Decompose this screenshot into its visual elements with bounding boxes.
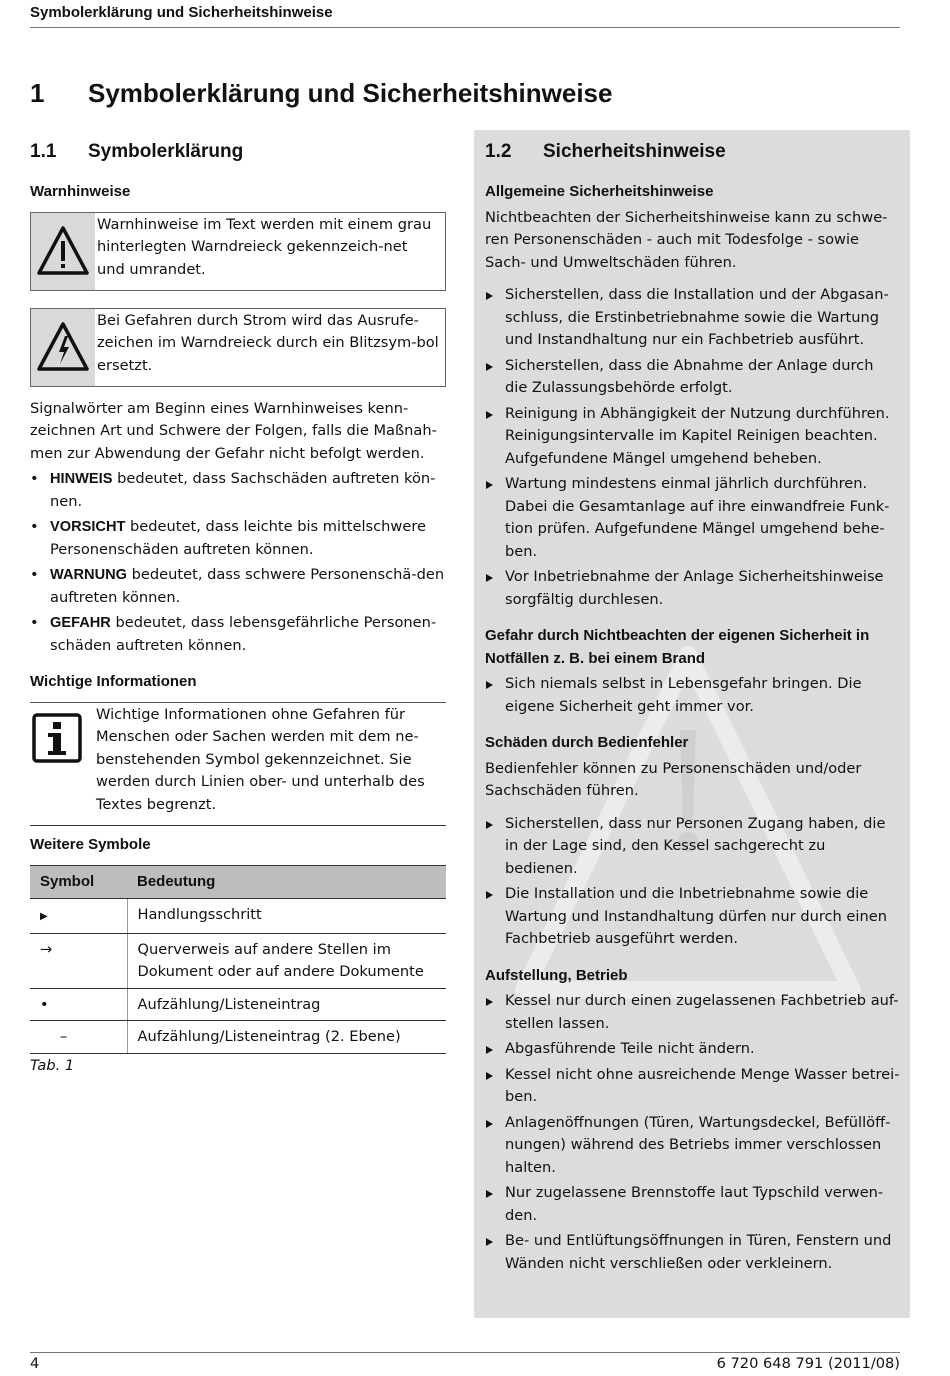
section-number: 1.2 xyxy=(485,141,512,162)
chapter-title-text: Symbolerklärung und Sicherheitshinweise xyxy=(88,78,613,108)
warning-note-box xyxy=(30,212,446,291)
page-number: 4 xyxy=(30,1355,40,1372)
table-row xyxy=(30,1021,446,1054)
warn-heading: Warnhinweise xyxy=(30,183,131,200)
info-note-box xyxy=(30,702,446,826)
list-item: Abgasführende Teile nicht ändern. xyxy=(485,1038,900,1061)
footer-rule xyxy=(30,1352,900,1353)
group-heading: Aufstellung, Betrieb xyxy=(485,966,628,984)
action-step-icon xyxy=(486,1120,493,1128)
action-step-icon xyxy=(486,363,493,371)
action-step-icon xyxy=(486,481,493,489)
list-item: Reinigung in Abhängigkeit der Nutzung durchführen. Reinigungsintervalle im Kapitel Reinigen beachten. Aufgefundene Mängel umgehend beheben. xyxy=(485,403,900,471)
list-item: Die Installation und die Inbetriebnahme sowie die Wartung und Instandhaltung dürfen nur durch einen Fachbetrieb ausgeführt werden. xyxy=(485,883,900,951)
action-step-icon xyxy=(486,411,493,419)
list-item: • VORSICHT bedeutet, dass leichte bis mittelschwere Personenschäden auftreten können. xyxy=(30,518,426,558)
chapter-title xyxy=(30,78,612,109)
table-cell: Aufzählung/Listeneintrag (2. Ebene) xyxy=(127,1021,446,1054)
table-header-symbol: Symbol xyxy=(30,866,127,899)
table-row xyxy=(30,933,446,988)
left-column xyxy=(30,140,446,1077)
info-heading: Wichtige Informationen xyxy=(30,673,197,690)
action-step-icon xyxy=(486,574,493,582)
list-item: Sicherstellen, dass die Abnahme der Anlage durch die Zulassungsbehörde erfolgt. xyxy=(485,355,900,400)
action-step-icon xyxy=(486,1238,493,1246)
info-note-text: Wichtige Informationen ohne Gefahren für Menschen oder Sachen werden mit dem ne-benstehenden Symbol gekennzeichnet. Sie werden durch Linien ober- und unterhalb des Textes begrenzt. xyxy=(96,705,425,813)
list-item: Anlagenöffnungen (Türen, Wartungsdeckel, Befüllöff-nungen) während des Betriebs immer verschlossen halten. xyxy=(485,1112,900,1180)
step-list xyxy=(485,284,900,611)
group-intro: Nichtbeachten der Sicherheitshinweise kann zu schwe-ren Personenschäden - auch mit Todesfolge - sowie Sach- und Umweltschäden führen. xyxy=(485,208,888,271)
info-icon xyxy=(32,713,82,763)
cross-reference-arrow-icon: → xyxy=(30,933,127,988)
step-list xyxy=(485,673,900,718)
electric-note-text: Bei Gefahren durch Strom wird das Ausrufe-zeichen im Warndreieck durch ein Blitzsym-bol ersetzt. xyxy=(97,311,439,374)
electric-hazard-icon xyxy=(35,320,91,374)
more-symbols-heading: Weitere Symbole xyxy=(30,835,151,853)
section-title-text: Symbolerklärung xyxy=(88,141,244,162)
list-item: Sicherstellen, dass nur Personen Zugang haben, die in der Lage sind, den Kessel sachgerecht zu bedienen. xyxy=(485,813,900,881)
right-column xyxy=(485,140,900,1275)
symbol-table xyxy=(30,865,446,1054)
section-title-symbols xyxy=(30,140,446,164)
section-number: 1.1 xyxy=(30,141,57,162)
header-rule xyxy=(30,27,900,28)
signal-word-list xyxy=(30,468,446,657)
chapter-number: 1 xyxy=(30,78,45,108)
group-heading: Allgemeine Sicherheitshinweise xyxy=(485,183,714,200)
step-list xyxy=(485,813,900,951)
warning-triangle-icon xyxy=(35,224,91,278)
table-cell: Handlungsschritt xyxy=(127,899,446,934)
section-title-text: Sicherheitshinweise xyxy=(543,141,726,162)
action-step-icon xyxy=(486,681,493,689)
table-header-meaning: Bedeutung xyxy=(127,866,446,899)
running-header: Symbolerklärung und Sicherheitshinweise xyxy=(30,4,333,21)
section-title-safety xyxy=(485,140,900,164)
list-item: Be- und Entlüftungsöffnungen in Türen, Fenstern und Wänden nicht verschließen oder verkleinern. xyxy=(485,1230,900,1275)
table-caption: Tab. 1 xyxy=(30,1056,75,1074)
action-step-icon xyxy=(486,821,493,829)
table-header-row xyxy=(30,866,446,899)
signal-words-paragraph: Signalwörter am Beginn eines Warnhinweises kenn-zeichnen Art und Schwere der Folgen, falls die Maßnah-men zur Abwendung der Gefahr nicht befolgt werden. xyxy=(30,399,437,462)
warning-note-text: Warnhinweise im Text werden mit einem grau hinterlegten Warndreieck gekennzeich-net und umrandet. xyxy=(97,215,432,278)
action-step-icon xyxy=(486,891,493,899)
list-item: Kessel nur durch einen zugelassenen Fachbetrieb auf-stellen lassen. xyxy=(485,990,900,1035)
action-step-icon xyxy=(486,292,493,300)
action-step-icon xyxy=(486,998,493,1006)
electric-note-box xyxy=(30,308,446,387)
table-cell: Querverweis auf andere Stellen im Dokument oder auf andere Dokumente xyxy=(127,933,446,988)
dash-icon: – xyxy=(30,1021,127,1054)
list-item: Sich niemals selbst in Lebensgefahr bringen. Die eigene Sicherheit geht immer vor. xyxy=(485,673,900,718)
list-item: Vor Inbetriebnahme der Anlage Sicherheitshinweise sorgfältig durchlesen. xyxy=(485,566,900,611)
document-code: 6 720 648 791 (2011/08) xyxy=(716,1355,900,1372)
action-step-icon xyxy=(486,1190,493,1198)
list-item: Nur zugelassene Brennstoffe laut Typschild verwen-den. xyxy=(485,1182,900,1227)
list-item: • HINWEIS bedeutet, dass Sachschäden auftreten kön-nen. xyxy=(30,470,436,510)
group-heading: Gefahr durch Nichtbeachten der eigenen Sicherheit in Notfällen z. B. bei einem Brand xyxy=(485,627,870,667)
list-item: • WARNUNG bedeutet, dass schwere Personenschä-den auftreten können. xyxy=(30,566,445,606)
action-step-icon: ▶ xyxy=(30,899,127,934)
table-row xyxy=(30,988,446,1021)
group-heading: Schäden durch Bedienfehler xyxy=(485,734,689,751)
step-list xyxy=(485,990,900,1275)
list-item: • GEFAHR bedeutet, dass lebensgefährliche Personen-schäden auftreten können. xyxy=(30,614,437,654)
group-intro: Bedienfehler können zu Personenschäden und/oder Sachschäden führen. xyxy=(485,759,862,799)
table-cell: Aufzählung/Listeneintrag xyxy=(127,988,446,1021)
action-step-icon xyxy=(486,1046,493,1054)
list-item: Wartung mindestens einmal jährlich durchführen. Dabei die Gesamtanlage auf ihre einwandfreie Funk-tion prüfen. Aufgefundene Mängel umgehend behe-ben. xyxy=(485,473,900,563)
list-item: Sicherstellen, dass die Installation und der Abgasan-schluss, die Erstinbetriebnahme sowie die Wartung und Instandhaltung nur ein Fachbetrieb ausführt. xyxy=(485,284,900,352)
table-row xyxy=(30,899,446,934)
action-step-icon xyxy=(486,1072,493,1080)
list-item: Kessel nicht ohne ausreichende Menge Wasser betrei-ben. xyxy=(485,1064,900,1109)
bullet-icon: • xyxy=(30,988,127,1021)
